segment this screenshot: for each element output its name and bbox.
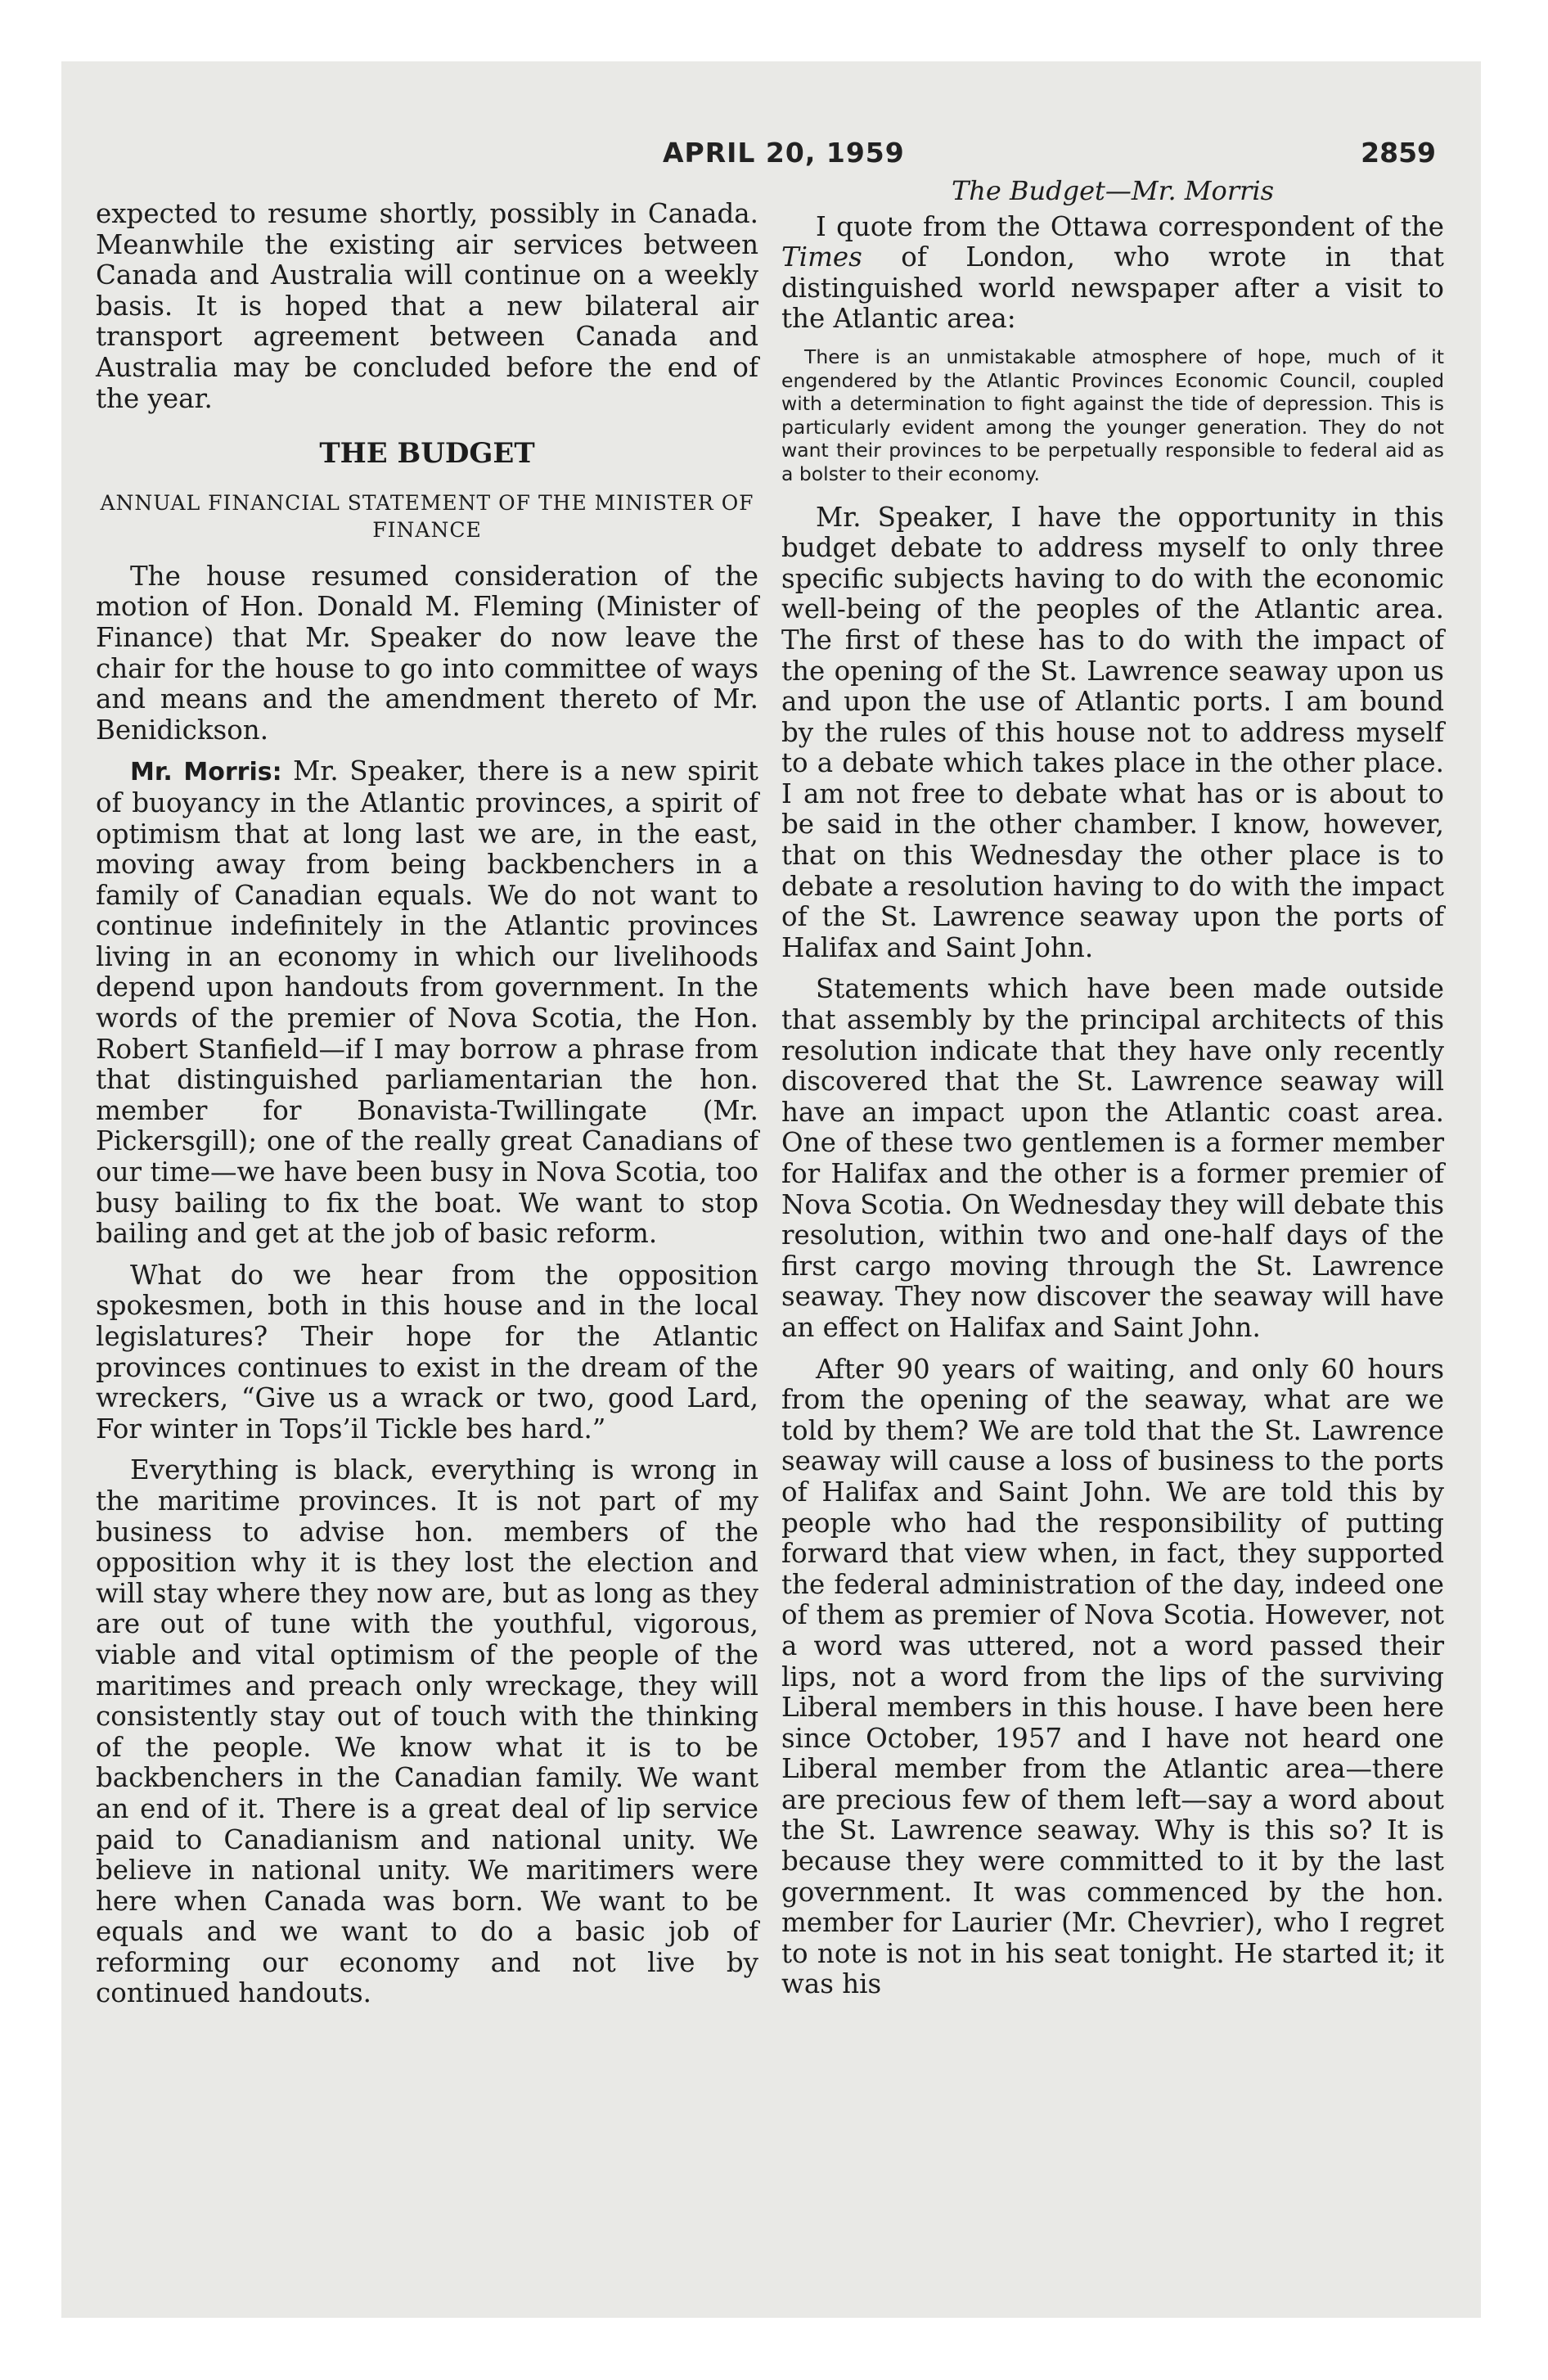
newspaper-title: Times <box>781 241 862 273</box>
page-date: APRIL 20, 1959 <box>663 137 905 169</box>
paragraph: expected to resume shortly, possibly in Canada. Meanwhile the existing air services between Canada and Australia will continue on a weekly basis. It is hoped that a new bilateral air transport agreement between Canada and Australia may be concluded before the end of the year. <box>96 198 758 414</box>
paragraph: What do we hear from the opposition spokesmen, both in this house and in the local legislatures? Their hope for the Atlantic provinces continues to exist in the dream of the wreckers, “Give us a wrack or two, good Lard, For winter in Tops’il Tickle bes hard.” <box>96 1259 758 1445</box>
hansard-page <box>61 61 1481 2318</box>
section-title: THE BUDGET <box>319 437 535 471</box>
paragraph: After 90 years of waiting, and only 60 hours from the opening of the seaway, what are we told by them? We are told that the St. Lawrence seaway will cause a loss of business to the ports of Halifax and Saint John. We are told this by people who had the responsibility of putting forward that view when, in fact, they supported the federal administration of the day, indeed one of them as premier of Nova Scotia. However, not a word was uttered, not a word passed their lips, not a word from the lips of the surviving Liberal members in this house. I have been here since October, 1957 and I have not heard one Liberal member from the Atlantic area—there are precious few of them left—say a word about the St. Lawrence seaway. Why is this so? It is because they were committed to it by the last government. It was commenced by the hon. member for Laurier (Mr. Chevrier), who I regret to note is not in his seat tonight. He started it; it was his <box>781 1353 1444 2000</box>
block-quote <box>781 345 1444 486</box>
text-segment: I quote from the Ottawa correspondent of the <box>816 210 1444 242</box>
paragraph <box>781 212 1444 335</box>
section-subhead: ANNUAL FINANCIAL STATEMENT OF THE MINISTER OF FINANCE <box>100 490 754 542</box>
left-column <box>96 199 758 2020</box>
paragraph: The house resumed consideration of the motion of Hon. Donald M. Fleming (Minister of Finance) that Mr. Speaker do now leave the chair for the house to go into committee of ways and means and the amendment thereto of Mr. Benidickson. <box>96 560 758 746</box>
speech-text: Mr. Speaker, there is a new spirit of buoyancy in the Atlantic provinces, a spirit of optimism that at long last we are, in the east, moving away from being backbenchers in a family of Canadian equals. We do not want to continue indefinitely in the Atlantic provinces living in an economy in which our livelihoods depend upon handouts from government. In the words of the premier of Nova Scotia, the Hon. Robert Stanfield—if I may borrow a phrase from that distinguished parliamentarian the hon. member for Bonavista-Twillingate (Mr. Pickersgill); one of the really great Canadians of our time—we have been busy in Nova Scotia, too busy bailing to fix the boat. We want to stop bailing and get at the job of basic reform. <box>96 755 758 1250</box>
running-head: The Budget—Mr. Morris <box>951 175 1275 206</box>
right-column <box>781 176 1444 2011</box>
text-segment: of London, who wrote in that distinguished world newspaper after a visit to the Atlantic area: <box>781 241 1444 335</box>
speech-paragraph <box>96 756 758 1250</box>
paragraph: Everything is black, everything is wrong in the maritime provinces. It is not part of my business to advise hon. members of the opposition why it is they lost the election and will stay where they now are, but as long as they are out of tune with the youthful, vigorous, viable and vital optimism of the people of the maritimes and preach only wreckage, they will consistently stay out of touch with the thinking of the people. We know what it is to be backbenchers in the Canadian family. We want an end of it. There is a great deal of lip service paid to Canadianism and national unity. We believe in national unity. We maritimers were here when Canada was born. We want to be equals and we want to do a basic job of reforming our economy and not live by continued handouts. <box>96 1454 758 2009</box>
speaker-name: Mr. Morris: <box>130 758 282 787</box>
quote-text: There is an unmistakable atmosphere of hope, much of it engendered by the Atlantic Provinces Economic Council, coupled with a determination to fight against the tide of depression. This is particularly evident among the younger generation. They do not want their provinces to be perpetually responsible to federal aid as a bolster to their economy. <box>781 345 1444 485</box>
page-header <box>61 137 1481 179</box>
page-number: 2859 <box>1361 137 1436 169</box>
paragraph: Statements which have been made outside that assembly by the principal architects of this resolution indicate that they have only recently discovered that the St. Lawrence seaway will have an impact upon the Atlantic coast area. One of these two gentlemen is a former member for Halifax and the other is a former premier of Nova Scotia. On Wednesday they will debate this resolution, within two and one-half days of the first cargo moving through the St. Lawrence seaway. They now discover the seaway will have an effect on Halifax and Saint John. <box>781 973 1444 1343</box>
paragraph: Mr. Speaker, I have the opportunity in this budget debate to address myself to only three specific subjects having to do with the economic well-being of the peoples of the Atlantic area. The first of these has to do with the impact of the opening of the St. Lawrence seaway upon us and upon the use of Atlantic ports. I am bound by the rules of this house not to address myself to a debate which takes place in the other place. I am not free to debate what has or is about to be said in the other chamber. I know, however, that on this Wednesday the other place is to debate a resolution having to do with the impact of the St. Lawrence seaway upon the ports of Halifax and Saint John. <box>781 501 1444 963</box>
